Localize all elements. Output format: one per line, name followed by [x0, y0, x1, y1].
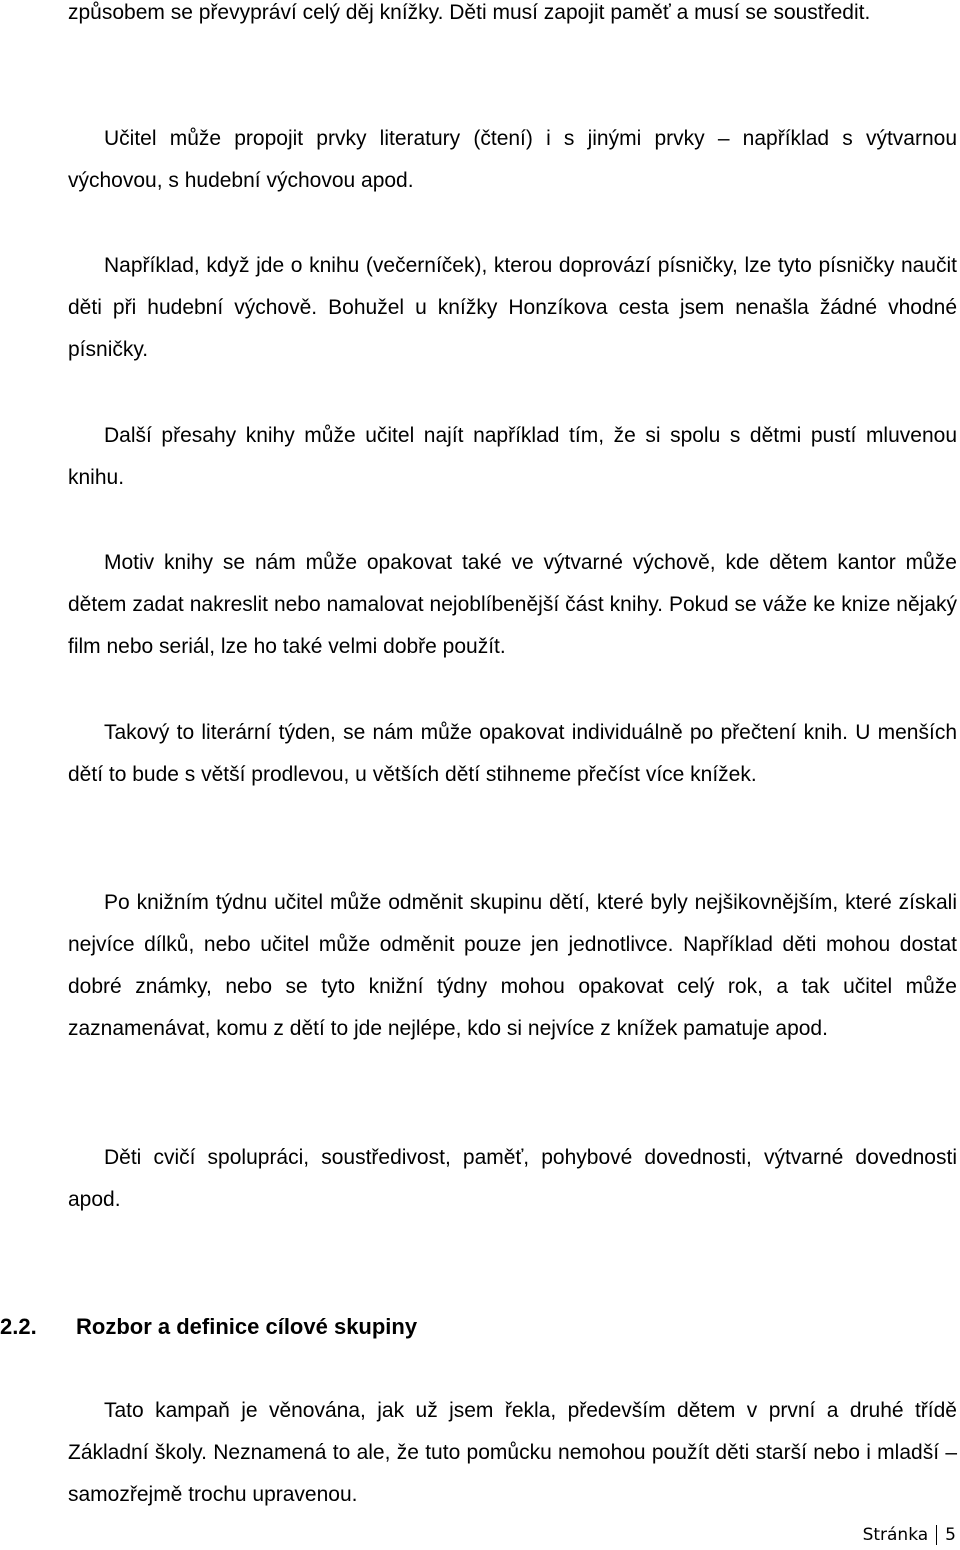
footer-page-label: Stránka: [862, 1525, 929, 1545]
paragraph-8: Děti cvičí spolupráci, soustředivost, paměť, pohybové dovednosti, výtvarné dovednosti apod.: [68, 1146, 957, 1211]
paragraph-6: Takový to literární týden, se nám může opakovat individuálně po přečtení knih. U menších dětí to bude s větší prodlevou, u větších dětí stihneme přečíst více knížek.: [68, 721, 957, 786]
paragraph-1: způsobem se převypráví celý děj knížky. Děti musí zapojit paměť a musí se soustředit.: [68, 1, 871, 24]
section-heading: [0, 1309, 417, 1345]
paragraph-3: Například, když jde o knihu (večerníček), kterou doprovází písničky, lze tyto písničky naučit děti při hudební výchově. Bohužel u knížky Honzíkova cesta jsem nenašla žádné vhodné písničky.: [68, 254, 957, 361]
page-footer: [863, 1523, 956, 1547]
section-title: Rozbor a definice cílové skupiny: [76, 1314, 418, 1339]
paragraph-4: Další přesahy knihy může učitel najít například tím, že si spolu s dětmi pustí mluvenou knihu.: [68, 424, 957, 489]
section-paragraph-1: Tato kampaň je věnována, jak už jsem řekla, především dětem v první a druhé třídě Základní školy. Neznamená to ale, že tuto pomůcku nemohou použít děti starší nebo i mladší – samozřejmě trochu upravenou.: [68, 1399, 957, 1506]
section-number: 2.2.: [0, 1314, 37, 1339]
paragraph-2: Učitel může propojit prvky literatury (čtení) i s jinými prvky – například s výtvarnou výchovou, s hudební výchovou apod.: [68, 127, 957, 192]
paragraph-5: Motiv knihy se nám může opakovat také ve výtvarné výchově, kde dětem kantor může dětem zadat nakreslit nebo namalovat nejoblíbenější část knihy. Pokud se váže ke knize nějaký film nebo seriál, lze ho také velmi dobře použít.: [68, 551, 957, 658]
footer-page-number: 5: [945, 1525, 956, 1545]
footer-separator: [936, 1525, 937, 1545]
paragraph-7: Po knižním týdnu učitel může odměnit skupinu dětí, které byly nejšikovnějším, které získali nejvíce dílků, nebo učitel může odměnit pouze jen jednotlivce. Například děti mohou dostat dobré známky, nebo se tyto knižní týdny mohou opakovat celý rok, a tak učitel může zaznamenávat, komu z dětí to jde nejlépe, kdo si nejvíce z knížek pamatuje apod.: [68, 891, 957, 1040]
